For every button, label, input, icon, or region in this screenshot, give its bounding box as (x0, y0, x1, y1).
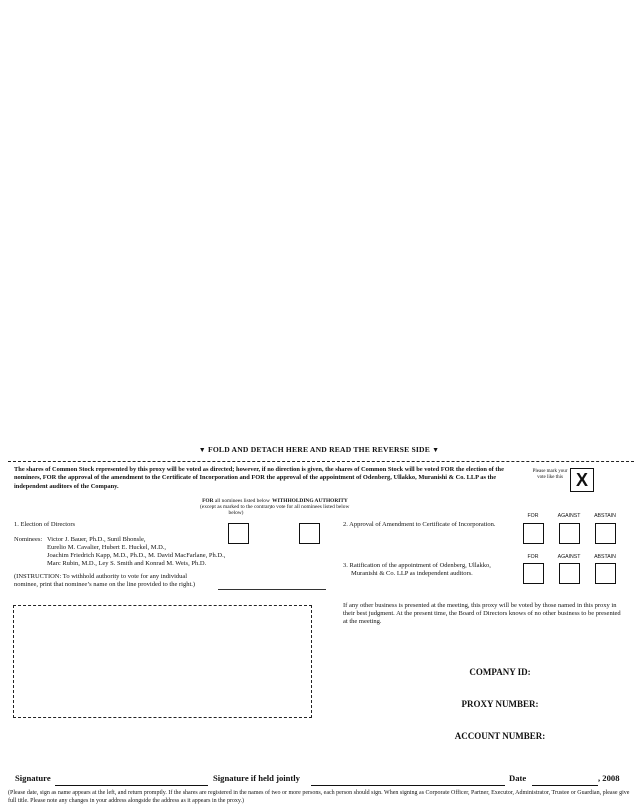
proposal-2-abstain-header: ABSTAIN (594, 513, 616, 519)
directors-for-checkbox[interactable] (228, 523, 249, 544)
signature-label: Signature (15, 773, 51, 783)
joint-signature-label: Signature if held jointly (213, 773, 300, 783)
voting-instructions: The shares of Common Stock represented by this proxy will be voted as directed; however, if no direction is given, the shares of Common Stock will be voted FOR the election of the nominees, FOR the approval of the amendment to the Certificate of Incorporation and FOR the approval of the appointment of Odenberg, Ullakko, Muranishi & Co. LLP as the independent auditors of the Company. (14, 466, 504, 490)
instruction-line-2: nominee, print that nominee’s name on the line provided to the right.) (14, 581, 196, 588)
down-triangle-icon: ▼ (432, 446, 440, 454)
proposal-3-abstain-checkbox[interactable] (595, 563, 616, 584)
proposal-2-for-checkbox[interactable] (523, 523, 544, 544)
directors-withhold-checkbox[interactable] (299, 523, 320, 544)
proposal-2-abstain-checkbox[interactable] (595, 523, 616, 544)
other-business-text: If any other business is presented at the meeting, this proxy will be voted by those named in this proxy in their best judgment. At the present time, the Board of Directors knows of no other business to be presented at the meeting. (343, 602, 621, 626)
proposal-2-for-header: FOR (527, 513, 539, 519)
for-all-header: FOR all nominees listed below (except as marked to the contrary below) (200, 498, 272, 516)
proposal-3-against-header: AGAINST (557, 554, 581, 560)
election-item-label: 1. Election of Directors (14, 521, 76, 528)
address-box (13, 605, 312, 718)
date-label: Date (509, 773, 527, 783)
withhold-header: WITHHOLDING AUTHORITY to vote for all nominees listed below (270, 498, 350, 510)
proposal-3-for-checkbox[interactable] (523, 563, 544, 584)
detach-cut-line (8, 461, 634, 462)
nominee-line: Joachim Friedrich Kapp, M.D., Ph.D., M. David MacFarlane, Ph.D., (47, 552, 226, 559)
down-triangle-icon: ▼ (198, 446, 206, 454)
mark-example-box: X (570, 468, 594, 492)
signing-instructions-footer: (Please date, sign as name appears at the left, and return promptly. If the shares are registered in the names of two or more persons, each person should sign. When signing as Corporate Officer, Partner, Executor, Administrator, Trustee or Guardian, please give full title. Please note any changes in your address alongside the address as it appears in the proxy.) (8, 790, 630, 804)
instruction-line-1: (INSTRUCTION: To withhold authority to vote for any individual (14, 573, 188, 580)
proposal-2-against-header: AGAINST (557, 513, 581, 519)
nominee-line: Marc Rubin, M.D., Ley S. Smith and Konrad M. Weis, Ph.D. (47, 560, 207, 567)
proxy-number-label: PROXY NUMBER: (461, 699, 539, 709)
company-id-label: COMPANY ID: (469, 667, 531, 677)
proposal-2-against-checkbox[interactable] (559, 523, 580, 544)
nominees-label: Nominees: (14, 536, 43, 543)
joint-signature-line[interactable] (311, 785, 505, 786)
year-label: , 2008 (598, 773, 620, 783)
fold-instruction: ▼ FOLD AND DETACH HERE AND READ THE REVERSE SIDE ▼ (198, 445, 440, 454)
proposal-3-for-header: FOR (527, 554, 539, 560)
proposal-3-abstain-header: ABSTAIN (594, 554, 616, 560)
date-line[interactable] (532, 785, 598, 786)
signature-line[interactable] (55, 785, 208, 786)
nominee-line: Victor J. Bauer, Ph.D., Sunil Bhonsle, (47, 536, 146, 543)
proposal-2-text: 2. Approval of Amendment to Certificate of Incorporation. (343, 521, 496, 528)
proposal-3-text-line-2: Muranishi & Co. LLP as independent auditors. (351, 570, 473, 577)
nominee-line: Eurelio M. Cavalier, Hubert E. Huckel, M.D., (47, 544, 167, 551)
mark-example-note: Please mark your vote like this (532, 469, 568, 480)
withhold-nominee-name-line[interactable] (218, 589, 326, 590)
account-number-label: ACCOUNT NUMBER: (454, 731, 546, 741)
proposal-3-against-checkbox[interactable] (559, 563, 580, 584)
proposal-3-text-line-1: 3. Ratification of the appointment of Odenberg, Ullakko, (343, 562, 491, 569)
